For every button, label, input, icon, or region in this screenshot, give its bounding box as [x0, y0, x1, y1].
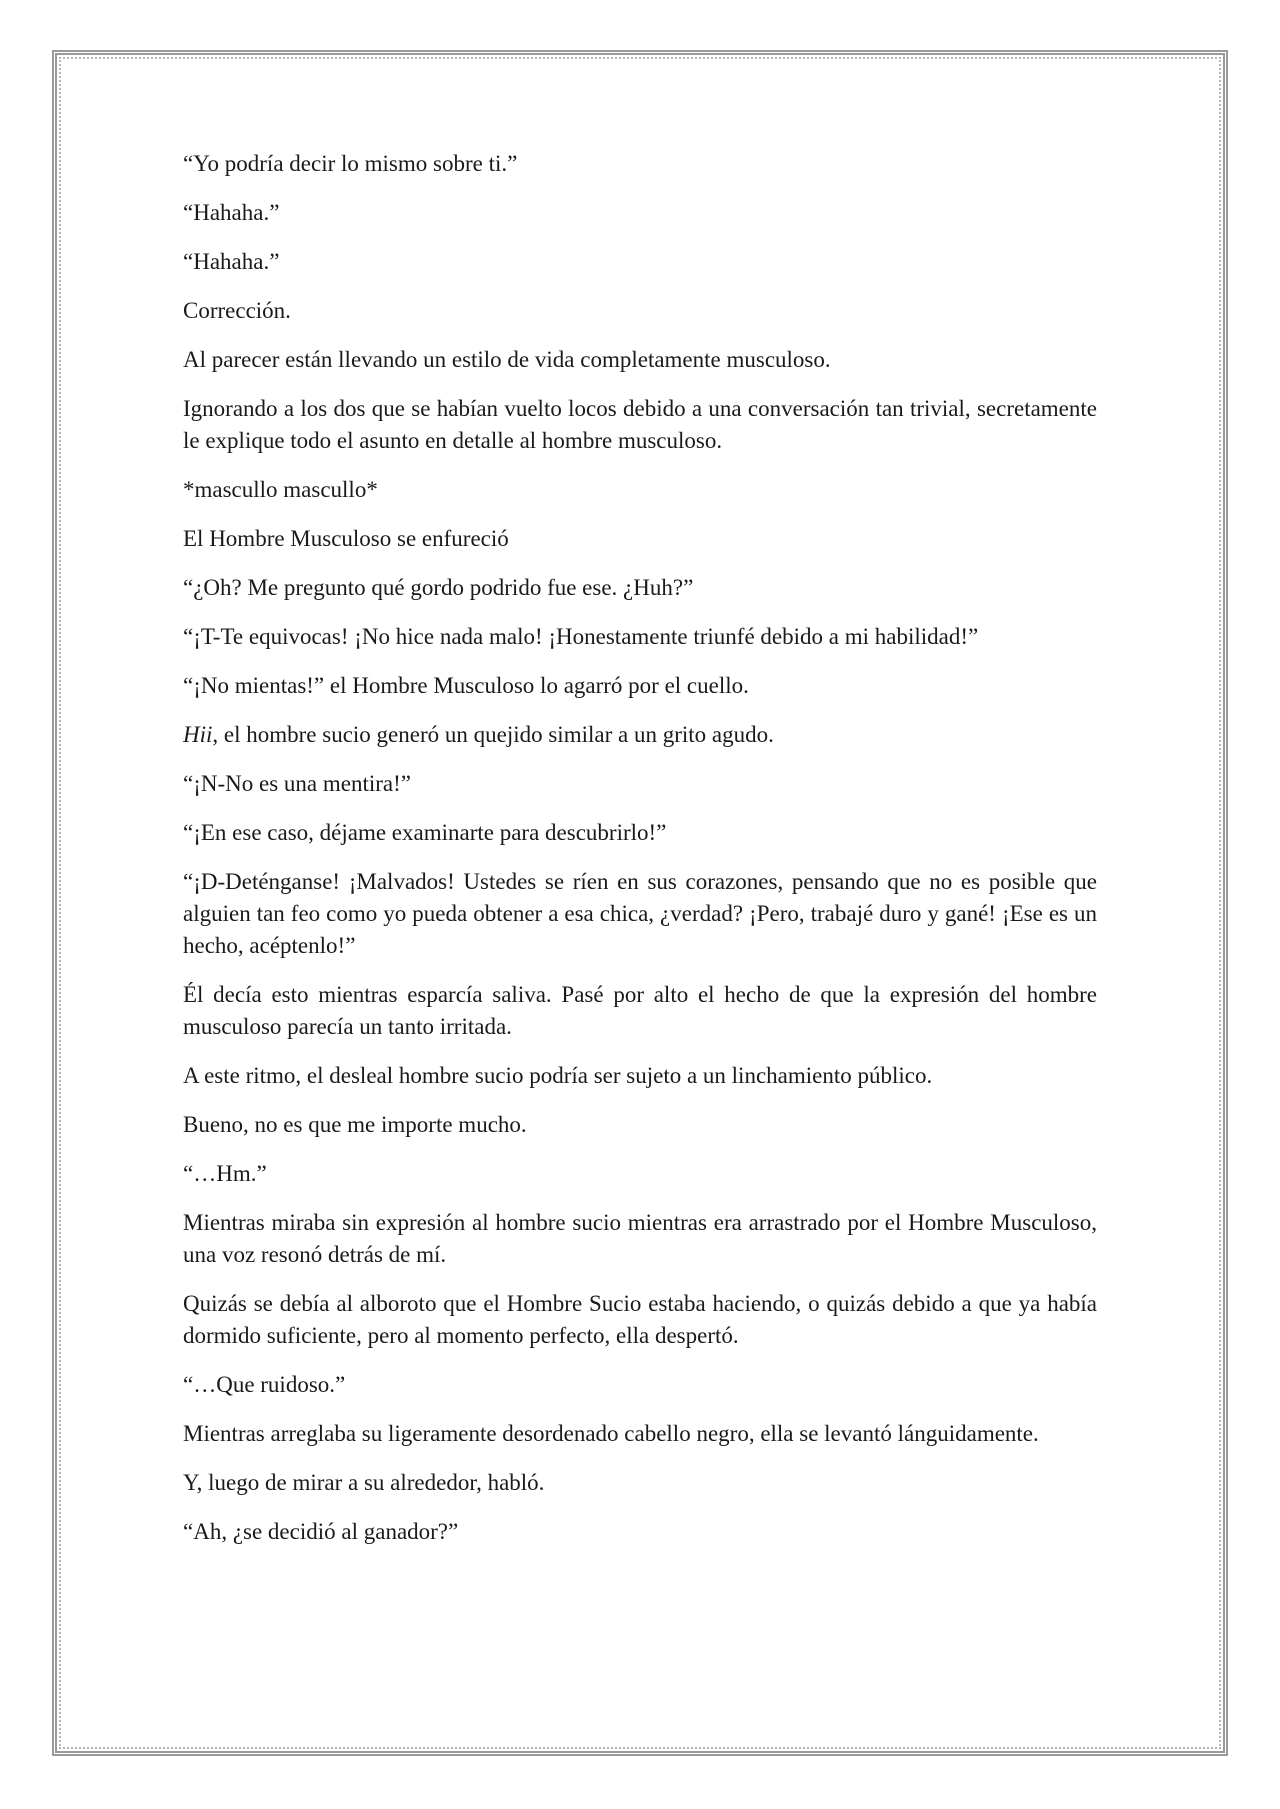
paragraph: Y, luego de mirar a su alrededor, habló.	[183, 1470, 545, 1495]
paragraph: “Yo podría decir lo mismo sobre ti.”	[183, 151, 518, 176]
paragraph: Al parecer están llevando un estilo de vida completamente musculoso.	[183, 347, 831, 372]
paragraph: Él decía esto mientras esparcía saliva. Pasé por alto el hecho de que la expresión del hombre musculoso parecía un tanto irritada.	[183, 982, 1097, 1039]
paragraph: Mientras miraba sin expresión al hombre sucio mientras era arrastrado por el Hombre Musculoso, una voz resonó detrás de mí.	[183, 1210, 1097, 1267]
italic-interjection: Hii	[183, 722, 213, 747]
paragraph: “…Que ruidoso.”	[183, 1372, 346, 1397]
paragraph: A este ritmo, el desleal hombre sucio podría ser sujeto a un linchamiento público.	[183, 1063, 933, 1088]
paragraph-rest: , el hombre sucio generó un quejido similar a un grito agudo.	[212, 722, 774, 747]
paragraph: Mientras arreglaba su ligeramente desordenado cabello negro, ella se levantó lánguidamente.	[183, 1421, 1039, 1446]
paragraph: *mascullo mascullo*	[183, 477, 378, 502]
paragraph: “…Hm.”	[183, 1161, 267, 1186]
paragraph: “¡No mientas!” el Hombre Musculoso lo agarró por el cuello.	[183, 673, 749, 698]
paragraph: “¡En ese caso, déjame examinarte para descubrirlo!”	[183, 820, 667, 845]
paragraph: El Hombre Musculoso se enfureció	[183, 526, 509, 551]
paragraph-with-italic	[183, 719, 1097, 751]
paragraph: Bueno, no es que me importe mucho.	[183, 1112, 527, 1137]
paragraph: “Ah, ¿se decidió al ganador?”	[183, 1519, 459, 1544]
document-body	[183, 148, 1097, 1565]
paragraph: Corrección.	[183, 298, 291, 323]
paragraph: “¡T-Te equivocas! ¡No hice nada malo! ¡Honestamente triunfé debido a mi habilidad!”	[183, 624, 979, 649]
paragraph: “Hahaha.”	[183, 200, 280, 225]
paragraph: Quizás se debía al alboroto que el Hombre Sucio estaba haciendo, o quizás debido a que ya había dormido suficiente, pero al momento perfecto, ella despertó.	[183, 1291, 1097, 1348]
paragraph: Ignorando a los dos que se habían vuelto locos debido a una conversación tan trivial, secretamente le explique todo el asunto en detalle al hombre musculoso.	[183, 396, 1097, 453]
paragraph: “¿Oh? Me pregunto qué gordo podrido fue ese. ¿Huh?”	[183, 575, 694, 600]
paragraph: “¡D-Deténganse! ¡Malvados! Ustedes se ríen en sus corazones, pensando que no es posible que alguien tan feo como yo pueda obtener a esa chica, ¿verdad? ¡Pero, trabajé duro y gané! ¡Ese es un hecho, acéptenlo!”	[183, 869, 1097, 958]
paragraph: “Hahaha.”	[183, 249, 280, 274]
paragraph: “¡N-No es una mentira!”	[183, 771, 411, 796]
